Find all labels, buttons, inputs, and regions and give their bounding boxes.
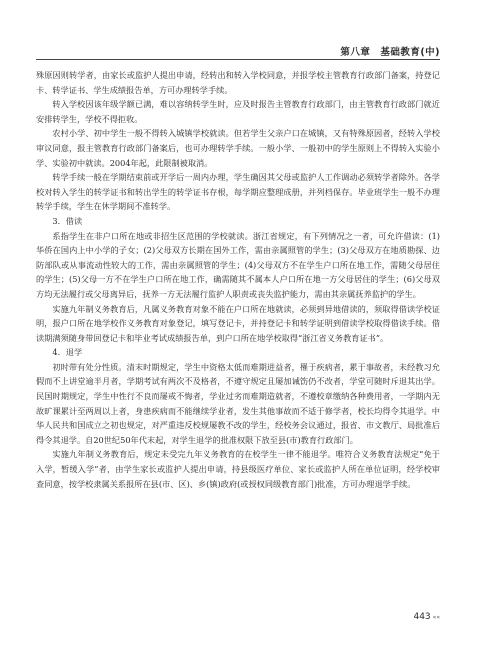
page-number: 443 [413, 612, 431, 622]
section-heading: 4．退学 [52, 347, 83, 358]
paragraph: 实施九年制义务教育后，规定未受完九年义务教育的在校学生一律不能退学。唯符合义务教育法规定“免于入学，暂缓入学”者，由学生家长或监护人提出申请，持县级医疗单位、家长或监护人所在单位证明，经学校审查同意，按学校隶属关系报所在县(市、区)、乡(镇)政府(或授权同级教育部门)批准，方可办理退学手续。 [36, 449, 440, 489]
page-footer [413, 612, 440, 622]
paragraph: 初时带有处分性质。清末时期规定，学生中资格太低而难期进益者，罹于疾病者，累于事故者，未经教习允假而不上讲堂逾半月者，学期考试有两次不及格者，不遵守规定且屡加诫饬仍不改者，学堂可随时斥退其出学。民国时期规定，学生中性行不良而屡戒不悔者，学业过劣而难期造就者，不遵校章缴纳各种费用者，一学期内无故旷课累计至两周以上者，身患疾病而不能继续学业者，发生其他事故而不适于修学者，校长均得令其退学。中华人民共和国成立之初也规定，对严重违反校规屡教不改的学生，经校务会议通过，报省、市文教厅、局批准后得令其退学。自20世纪50年代末起，对学生退学的批准权限下放至县(市)教育行政部门。 [36, 361, 440, 445]
body-text [36, 68, 440, 491]
section-heading: 3．借读 [52, 215, 83, 226]
paragraph: 实施九年制义务教育后，凡属义务教育对象不能在户口所在地就读，必须到异地借读的，须取得借读学校证明，报户口所在地学校作义务教育对象登记，填写登记卡，并持登记卡和转学证明到借读学校取得借读手续。借读期满须随身带回登记卡和毕业考试成绩报告单，到户口所在地学校取得“浙江省义务教育证书”。 [36, 303, 440, 343]
paragraph: 殊原因则转学者，由家长或监护人提出申请，经转出和转入学校同意，并报学校主管教育行政部门备案，持登记卡、转学证书、学生成绩报告单，方可办理转学手续。 [36, 70, 440, 95]
chapter-header: 第八章 基础教育(中) [340, 47, 440, 58]
header-rule [36, 59, 440, 60]
paragraph: 转入学校因该年级学额已满，难以容纳转学生时，应及时报告主管教育行政部门，由主管教育行政部门就近安排转学生，学校不得拒收。 [36, 99, 440, 124]
paragraph: 农村小学、初中学生一般不得转入城镇学校就读。但若学生父亲户口在城镇，又有特殊原因者，经转入学校审议同意，报主管教育行政部门备案后，也可办理转学手续。一般小学、一般初中的学生原则上不得转入实验小学、实验初中就读。2004年起，此限制被取消。 [36, 128, 440, 168]
paragraph: 转学手续一般在学期结束前或开学后一周内办理，学生确因其父母或监护人工作调动必须转学者除外。各学校对转入学生的转学证书和转出学生的转学证书存根，每学期应整理成册，并列档保存。毕业班学生一般不办理转学手续，学生在休学期间不准转学。 [36, 172, 440, 212]
footer-mark: «« [432, 614, 440, 621]
paragraph: 系指学生在非户口所在地或非招生区范围的学校就读。浙江省规定，有下列情况之一者，可允许借读：(1)华侨在国内上中小学的子女；(2)父母双方长期在国外工作，需由亲属照管的学生；(3)父母双方在地质勘探、边防部队或从事流动性较大的工作，需由亲属照管的学生；(4)父母双方不在学生户口所在地工作，需随父母居住的学生；(5)父母一方不在学生户口所在地工作，确需随其不属本人户口所在地一方父母居住的学生；(6)父母双方均无法履行或父母离异后，抚养一方无法履行监护人职责或丧失监护能力，需由其亲属抚养监护的学生。 [36, 230, 440, 299]
